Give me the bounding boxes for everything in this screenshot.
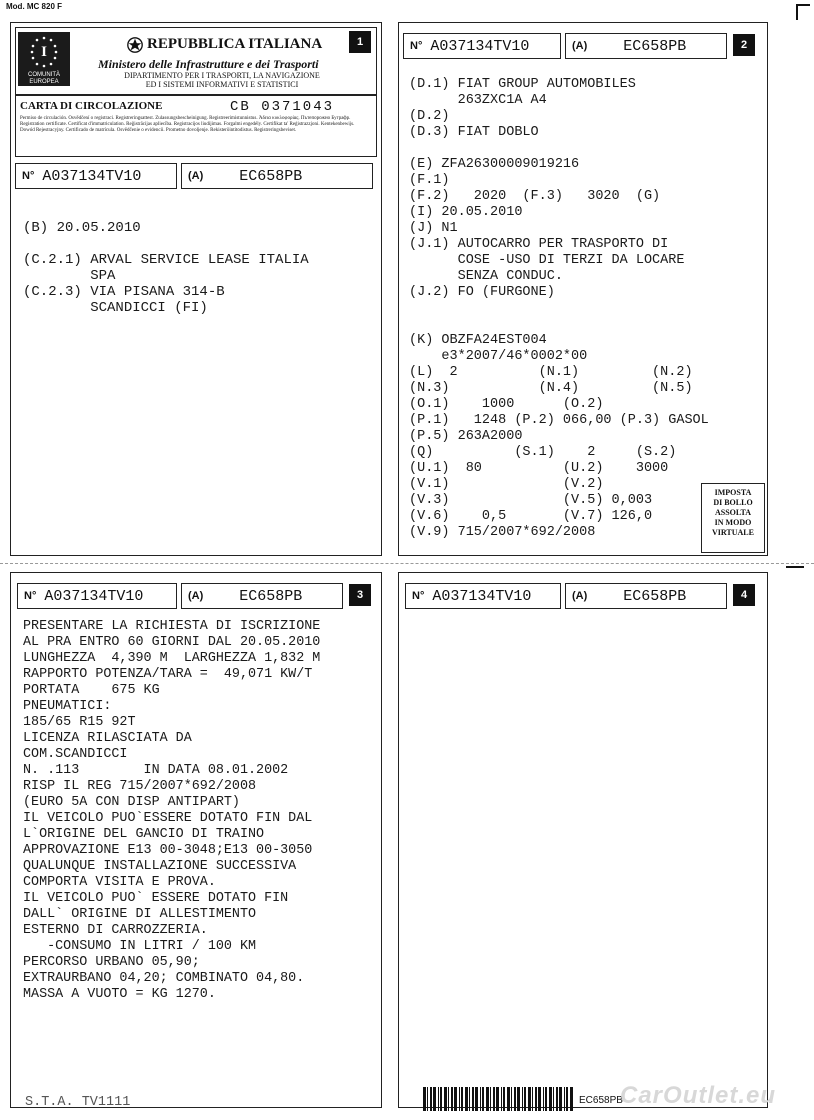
emblem-icon [126, 36, 144, 54]
registration-number: A037134TV10 [432, 587, 532, 605]
card-number: CB 0371043 [230, 99, 335, 115]
card-title-box [15, 95, 377, 157]
translations-text: Permiso de circulación. Osvědčení o registraci. Registreringsattest. Zulassungsbescheinigung. Registreerimistunnistus. Άδεια κυκλοφορίας. Пътепорожно Буграфр. Registration certificate. Certificat d'immatriculation. Reģistrācijas apliecība. Registracijos liudijimas. Forgalmi engedély. Certifikat ta' Reġistrazzjoni. Kentekenbewijs. Dowód Rejestracyjny. Certificado de matrícula. Osvědčenie o evidencii. Prometno dovoljenje. Rekisteröintitodistus. Registreringsbeviset. [20, 116, 355, 133]
registration-number-box [15, 163, 177, 189]
eu-caption: COMUNITÀ EUROPEA [28, 72, 60, 85]
edge-tick [786, 566, 804, 568]
edge-bracket [796, 4, 810, 20]
panel-number: 2 [733, 34, 755, 56]
panel-number: 4 [733, 584, 755, 606]
number-label: N° [410, 40, 423, 52]
registration-number: A037134TV10 [430, 37, 530, 55]
department-line-1: DIPARTIMENTO PER I TRASPORTI, LA NAVIGAZIONE [124, 71, 320, 80]
panel-1-text: (B) 20.05.2010 (C.2.1) ARVAL SERVICE LEASE ITALIA SPA (C.2.3) VIA PISANA 314-B SCANDICCI (FI) [23, 220, 309, 316]
fold-line [0, 563, 814, 564]
stamp-duty-text: IMPOSTA DI BOLLO ASSOLTA IN MODO VIRTUALE [712, 488, 754, 537]
ministry-name: Ministero delle Infrastrutture e dei Trasporti [98, 57, 319, 71]
plate-number: EC658PB [239, 167, 303, 185]
barcode-icon [423, 1087, 573, 1111]
registration-number-box [17, 583, 177, 609]
stamp-duty-box [701, 483, 765, 553]
office-code: S.T.A. TV1111 [25, 1095, 131, 1110]
registration-number: A037134TV10 [44, 587, 144, 605]
barcode-text: EC658PB [579, 1095, 623, 1106]
panel-4 [398, 572, 768, 1108]
eu-flag [18, 32, 70, 86]
plate-label: (A) [572, 40, 588, 52]
department-line-2: ED I SISTEMI INFORMATIVI E STATISTICI [145, 80, 299, 89]
form-code: Mod. MC 820 F [6, 2, 63, 11]
plate-label: (A) [188, 170, 204, 182]
panel-3-text: PRESENTARE LA RICHIESTA DI ISCRIZIONE AL PRA ENTRO 60 GIORNI DAL 20.05.2010 LUNGHEZZA 4,390 M LARGHEZZA 1,832 M RAPPORTO POTENZA/TARA = 49,071 KW/T PORTATA 675 KG PNEUMATICI: 185/65 R15 92T LICENZA RILASCIATA DA COM.SCANDICCI N. .113 IN DATA 08.01.2002 RISP IL REG 715/2007*692/2008 (EURO 5A CON DISP ANTIPART) IL VEICOLO PUO`ESSERE DOTATO FIN DAL L`ORIGINE DEL GANCIO DI TRAINO APPROVAZIONE E13 00-3048;E13 00-3050 QUALUNQUE INSTALLAZIONE SUCCESSIVA COMPORTA VISITA E PROVA. IL VEICOLO PUO` ESSERE DOTATO FIN DALL` ORIGINE DI ALLESTIMENTO ESTERNO DI CARROZZERIA. -CONSUMO IN LITRI / 100 KM PERCORSO URBANO 05,90; EXTRAURBANO 04,20; COMBINATO 04,80. MASSA A VUOTO = KG 1270. [23, 619, 321, 1002]
header-box [15, 27, 377, 95]
panel-1 [10, 22, 382, 556]
plate-box [181, 163, 373, 189]
panel-2-text: (D.1) FIAT GROUP AUTOMOBILES 263ZXC1A A4 (D.2) (D.3) FIAT DOBLO (E) ZFA26300009019216 (F.1) (F.2) 2020 (F.3) 3020 (G) (I) 20.05.2010 (J) N1 (J.1) AUTOCARRO PER TRASPORTO DI COSE -USO DI TERZI DA LOCARE SENZA CONDUC. (J.2) FO (FURGONE) (K) OBZFA24EST004 e3*2007/46*0002*00 (L) 2 (N.1) (N.2) (N.3) (N.4) (N.5) (O.1) 1000 (O.2) (P.1) 1248 (P.2) 066,00 (P.3) GASOL (P.5) 263A2000 (Q) (S.1) 2 (S.2) (U.1) 80 (U.2) 3000 (V.1) (V.2) (V.3) (V.5) 0,003 (V.6) 0,5 (V.7) 126,0 (V.9) 715/2007*692/2008 [409, 77, 709, 540]
republic-title: REPUBBLICA ITALIANA [147, 36, 323, 52]
plate-box [565, 583, 727, 609]
registration-number-box [403, 33, 561, 59]
plate-number: EC658PB [239, 587, 303, 605]
panel-number: 3 [349, 584, 371, 606]
number-label: N° [22, 170, 35, 182]
panel-number: 1 [349, 31, 371, 53]
plate-box [181, 583, 343, 609]
plate-box [565, 33, 727, 59]
panel-2 [398, 22, 768, 556]
plate-number: EC658PB [623, 587, 687, 605]
number-label: N° [412, 590, 425, 602]
plate-label: (A) [188, 590, 204, 602]
registration-number-box [405, 583, 561, 609]
watermark: CarOutlet.eu [620, 1082, 777, 1109]
registration-number: A037134TV10 [42, 167, 142, 185]
card-title: CARTA DI CIRCOLAZIONE [20, 100, 163, 112]
number-label: N° [24, 590, 37, 602]
plate-label: (A) [572, 590, 588, 602]
panel-3 [10, 572, 382, 1108]
plate-number: EC658PB [623, 37, 687, 55]
eu-country-letter: I [41, 44, 47, 60]
